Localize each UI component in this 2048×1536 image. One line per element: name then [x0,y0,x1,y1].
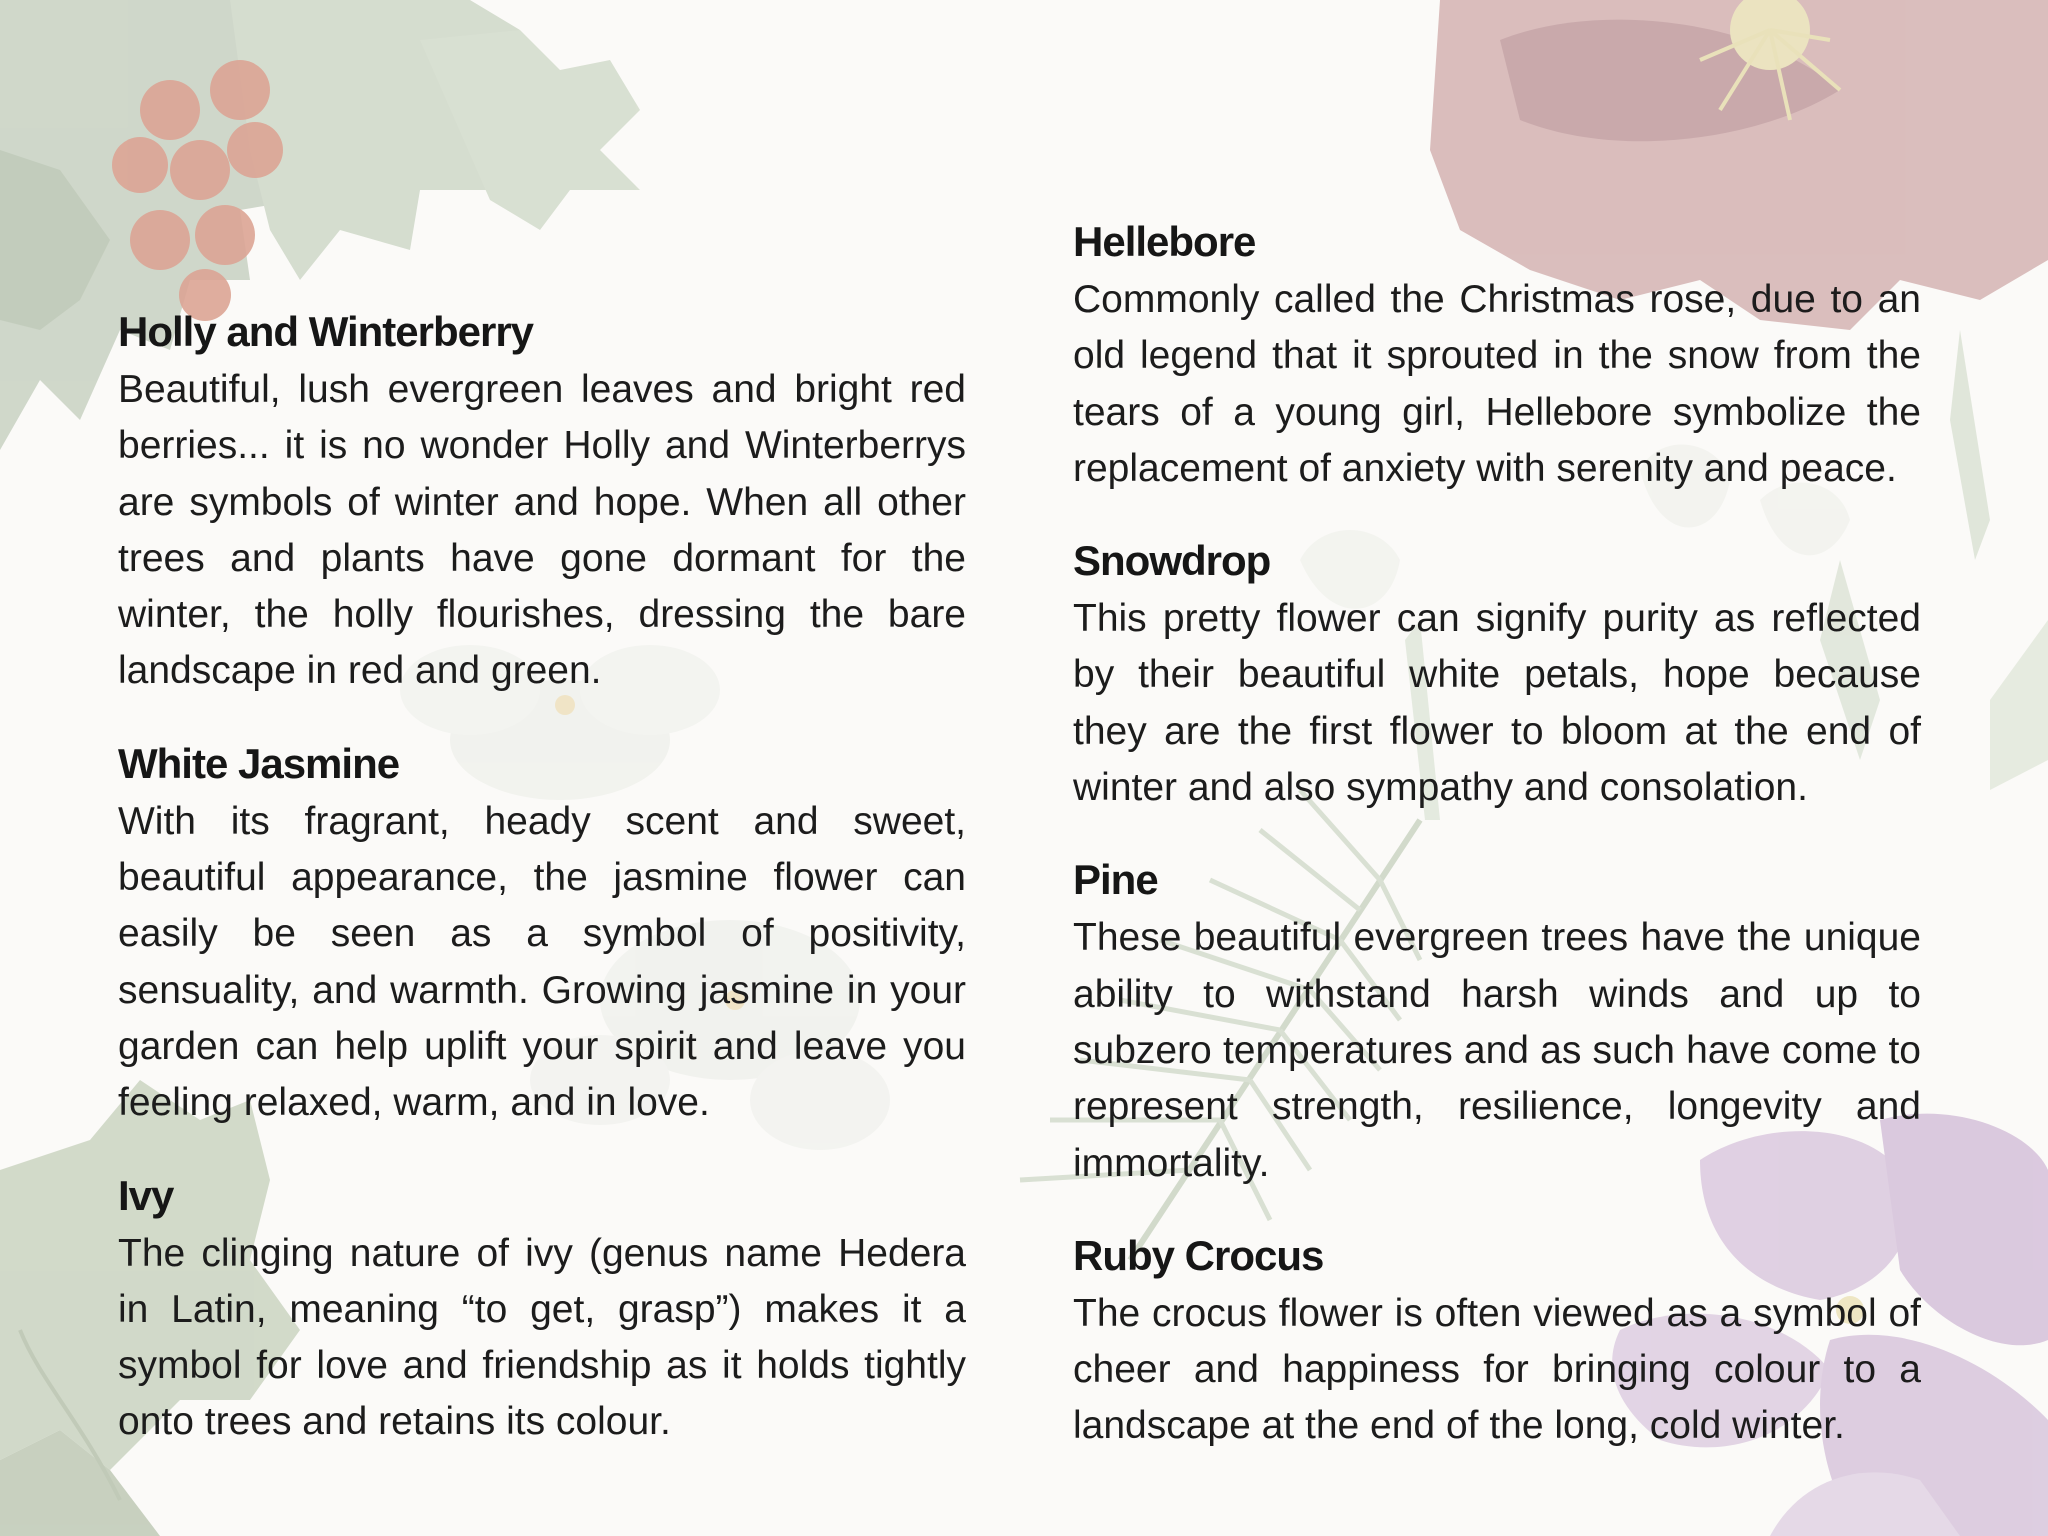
entry-ruby-crocus [1073,1226,1921,1455]
entry-title: Hellebore [1073,218,1256,265]
entry-title: Ruby Crocus [1073,1231,1324,1279]
left-column [118,302,966,1485]
entry-pine [1073,850,1921,1191]
entry-text: The clinging nature of ivy (genus name Hedera in Latin, meaning “to get, grasp”) makes it a symbol for love and friendship as it holds tightly onto trees and retains its colour. [118,1231,966,1444]
entry-holly-and-winterberry [118,302,966,700]
entry-text: With its fragrant, heady scent and sweet, beautiful appearance, the jasmine flower can easily be seen as a symbol of positivity, sensuality, and warmth. Growing jasmine in your garden can help uplift your spirit and leave you feeling relaxed, warm, and in love. [118,799,966,1125]
entry-snowdrop [1073,531,1921,816]
entry-title: White Jasmine [118,739,400,787]
entry-title: Holly and Winterberry [118,308,534,355]
entry-hellebore [1073,212,1921,497]
entry-ivy [118,1166,966,1451]
right-column [1073,212,1921,1489]
entry-white-jasmine [118,734,966,1132]
entry-text: These beautiful evergreen trees have the unique ability to withstand harsh winds and up to subzero temperatures and as such have come to represent strength, resilience, longevity and immortality. [1073,916,1921,1185]
entry-title: Pine [1073,856,1158,904]
entry-title: Ivy [118,1171,174,1219]
entry-text: Commonly called the Christmas rose, due to an old legend that it sprouted in the snow from the tears of a young girl, Hellebore symbolize the replacement of anxiety with serenity and peace. [1073,278,1921,490]
entry-title: Snowdrop [1073,537,1271,585]
entry-text: This pretty flower can signify purity as reflected by their beautiful white petals, hope because they are the first flower to bloom at the end of winter and also sympathy and consolation. [1073,597,1921,810]
entry-text: The crocus flower is often viewed as a symbol of cheer and happiness for bringing colour to a landscape at the end of the long, cold winter. [1073,1291,1921,1448]
entry-text: Beautiful, lush evergreen leaves and bright red berries... it is no wonder Holly and Winterberrys are symbols of winter and hope. When all other trees and plants have gone dormant for the winter, the holly flourishes, dressing the bare landscape in red and green. [118,368,966,693]
